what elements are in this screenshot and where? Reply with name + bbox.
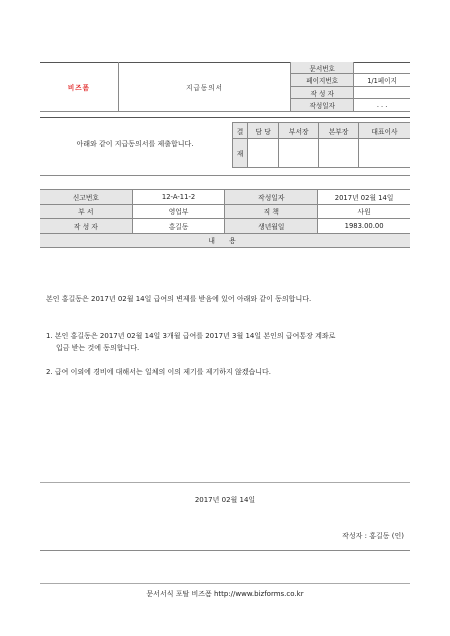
bizforms-logo: 비즈폼	[40, 62, 118, 112]
date-divider	[40, 482, 410, 483]
signing-date: 2017년 02월 14일	[194, 496, 256, 504]
doc-number-value	[354, 62, 410, 74]
position-value: 사원	[318, 204, 410, 219]
approval-role-staff: 담 당	[248, 123, 279, 139]
writer-value: 홍길동	[132, 219, 225, 234]
approval-sign-ceo[interactable]	[359, 139, 411, 168]
content-section-header: 내 용	[40, 233, 410, 248]
clause-1: 1. 본인 홍길동은 2017년 02월 14일 3개월 급여를 2017년 3월 14일 본인의 급여통장 계좌로	[46, 332, 336, 340]
approval-side-bottom: 재	[233, 139, 248, 168]
page-number-value: 1/1페이지	[354, 74, 410, 87]
consent-statement: 본인 홍길동은 2017년 02월 14일 급여의 변제를 받음에 있어 아래와 같이 동의합니다.	[46, 295, 312, 303]
approval-role-division-head: 본부장	[319, 123, 359, 139]
approval-table	[232, 122, 410, 168]
author-label: 작 성 자	[291, 86, 354, 99]
approval-side-top: 결	[233, 123, 248, 139]
doc-number-label: 문서번호	[291, 62, 354, 74]
department-value: 영업부	[132, 204, 225, 219]
position-label: 직 책	[225, 204, 318, 219]
written-date-label: 작성일자	[291, 99, 354, 112]
written-date-value: . . .	[354, 99, 410, 112]
birthdate-value: 1983.00.00	[318, 219, 410, 234]
birthdate-label: 생년월일	[225, 219, 318, 234]
approval-role-dept-head: 부서장	[279, 123, 319, 139]
report-number-value: 12-A-11-2	[132, 190, 225, 205]
writer-label: 작 성 자	[40, 219, 132, 234]
approval-role-ceo: 대표이사	[359, 123, 411, 139]
clause-2: 2. 급여 이외에 경비에 대해서는 일체의 이의 제기를 제기하지 않겠습니다.	[46, 368, 272, 376]
date-value: 2017년 02월 14일	[318, 190, 410, 205]
date-label: 작성일자	[225, 190, 318, 205]
writer-signature: 작성자 : 홍길동 (인)	[342, 532, 404, 540]
approval-sign-dept-head[interactable]	[279, 139, 319, 168]
report-number-label: 신고번호	[40, 190, 132, 205]
approval-top-rule	[40, 117, 410, 118]
info-table	[40, 189, 410, 248]
document-title: 지급동의서	[118, 62, 291, 112]
approval-sign-division-head[interactable]	[319, 139, 359, 168]
department-label: 부 서	[40, 204, 132, 219]
page-number-label: 페이지번호	[291, 74, 354, 87]
author-value	[354, 86, 410, 99]
intro-text: 아래와 같이 지급동의서를 제출합니다.	[76, 140, 194, 148]
approval-bottom-rule	[40, 175, 410, 176]
approval-sign-staff[interactable]	[248, 139, 279, 168]
footer-text: 문서서식 포탈 비즈폼 http://www.bizforms.co.kr	[146, 590, 304, 598]
footer-rule	[40, 583, 410, 584]
document-header	[40, 62, 410, 112]
signature-divider	[40, 550, 410, 551]
clause-1-continued: 입금 받는 것에 동의합니다.	[56, 344, 140, 352]
